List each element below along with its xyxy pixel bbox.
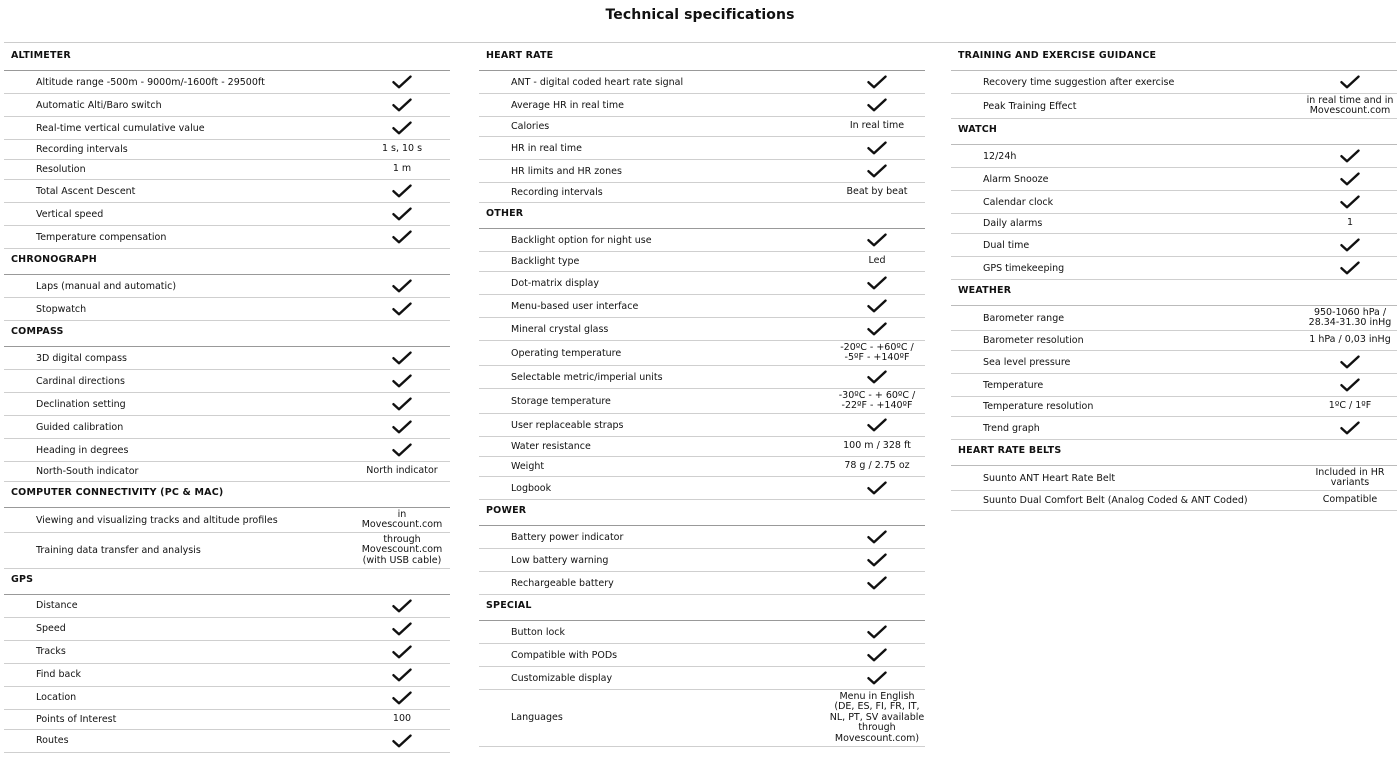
spec-label: Recording intervals: [511, 187, 603, 198]
spec-check: [352, 279, 452, 293]
spec-row: [479, 160, 925, 183]
spec-check: [352, 75, 452, 89]
spec-row: [951, 191, 1397, 214]
spec-check: [827, 322, 927, 336]
spec-row: [4, 508, 450, 533]
spec-label: Resolution: [36, 164, 86, 175]
spec-check: [827, 553, 927, 567]
section-heading-heart-rate-belts: HEART RATE BELTS: [951, 440, 1397, 466]
spec-check: [1305, 172, 1395, 186]
spec-label: Real-time vertical cumulative value: [36, 122, 205, 134]
spec-row: [4, 595, 450, 618]
spec-label: Button lock: [511, 626, 566, 638]
spec-row: [951, 351, 1397, 374]
checkmark-icon: [1340, 75, 1360, 89]
spec-label: Barometer range: [983, 312, 1065, 324]
spec-check: [827, 98, 927, 112]
spec-label: Menu-based user interface: [511, 300, 639, 312]
spec-value: Compatible: [1322, 494, 1378, 506]
spec-label: Find back: [36, 669, 82, 680]
checkmark-icon: [867, 322, 887, 336]
spec-value: Included in HR variants: [1315, 466, 1385, 488]
spec-label: Recording intervals: [36, 144, 128, 155]
spec-check: [352, 207, 452, 221]
spec-row: [4, 462, 450, 482]
spec-value: in real time and in Movescount.com: [1306, 94, 1394, 116]
spec-check: [827, 530, 927, 544]
spec-value: 1 m: [392, 163, 412, 175]
spec-label: Alarm Snooze: [983, 173, 1049, 185]
spec-row: [479, 549, 925, 572]
spec-label: Temperature resolution: [983, 401, 1094, 412]
spec-label: Storage temperature: [511, 395, 611, 407]
spec-label: Sea level pressure: [983, 356, 1071, 368]
spec-label: North-South indicator: [36, 466, 139, 477]
spec-row: [4, 298, 450, 321]
spec-check: [827, 671, 927, 685]
spec-label: Mineral crystal glass: [511, 323, 609, 335]
spec-label: Backlight type: [511, 256, 580, 267]
checkmark-icon: [392, 207, 412, 221]
spec-label: 3D digital compass: [36, 352, 127, 364]
spec-row: [4, 71, 450, 94]
spec-label: Guided calibration: [36, 421, 124, 433]
spec-check: [352, 98, 452, 112]
spec-row: [951, 71, 1397, 94]
spec-label: Speed: [36, 623, 66, 634]
spec-column-1: [4, 45, 450, 753]
spec-row: [479, 295, 925, 318]
spec-row: [951, 397, 1397, 417]
spec-label: Operating temperature: [511, 347, 622, 359]
spec-row: [479, 252, 925, 272]
spec-row: [4, 275, 450, 298]
checkmark-icon: [392, 443, 412, 457]
checkmark-icon: [1340, 238, 1360, 252]
spec-row: [479, 644, 925, 667]
spec-label: Water resistance: [511, 441, 591, 452]
spec-check: [1305, 195, 1395, 209]
spec-row: [479, 229, 925, 252]
checkmark-icon: [867, 576, 887, 590]
spec-check: [352, 734, 452, 748]
spec-label: Barometer resolution: [983, 335, 1084, 346]
checkmark-icon: [392, 668, 412, 682]
spec-label: Languages: [511, 712, 563, 724]
spec-row: [479, 117, 925, 137]
spec-row: [951, 306, 1397, 331]
checkmark-icon: [867, 164, 887, 178]
spec-label: Heading in degrees: [36, 444, 129, 456]
checkmark-icon: [867, 98, 887, 112]
checkmark-icon: [392, 397, 412, 411]
spec-row: [479, 389, 925, 414]
spec-row: [4, 416, 450, 439]
spec-check: [827, 141, 927, 155]
spec-check: [827, 233, 927, 247]
spec-row: [951, 94, 1397, 119]
section-heading-weather: WEATHER: [951, 280, 1397, 306]
checkmark-icon: [392, 734, 412, 748]
spec-column-2: [479, 45, 925, 747]
spec-check: [352, 443, 452, 457]
spec-row: [951, 491, 1397, 511]
spec-column-3: [951, 45, 1397, 511]
spec-check: [352, 668, 452, 682]
spec-check: [827, 625, 927, 639]
spec-value: 100: [392, 712, 412, 724]
checkmark-icon: [867, 233, 887, 247]
spec-label: Total Ascent Descent: [36, 185, 136, 197]
spec-label: Temperature: [983, 379, 1044, 391]
spec-row: [479, 318, 925, 341]
spec-check: [1305, 149, 1395, 163]
section-heading-power: POWER: [479, 500, 925, 526]
spec-label: Compatible with PODs: [511, 649, 618, 661]
spec-row: [4, 117, 450, 140]
spec-row: [4, 641, 450, 664]
section-heading-altimeter: ALTIMETER: [4, 45, 450, 71]
checkmark-icon: [867, 530, 887, 544]
spec-check: [827, 276, 927, 290]
spec-value: 1: [1346, 217, 1354, 229]
spec-value: Led: [868, 255, 886, 267]
spec-label: Dot-matrix display: [511, 277, 600, 289]
checkmark-icon: [392, 184, 412, 198]
checkmark-icon: [392, 121, 412, 135]
spec-label: Viewing and visualizing tracks and altitude profiles: [36, 514, 278, 526]
spec-check: [827, 418, 927, 432]
section-heading-heart-rate: HEART RATE: [479, 45, 925, 71]
spec-check: [1305, 355, 1395, 369]
spec-check: [352, 230, 452, 244]
checkmark-icon: [867, 553, 887, 567]
spec-row: [4, 94, 450, 117]
spec-label: Tracks: [36, 646, 66, 657]
spec-check: [827, 164, 927, 178]
checkmark-icon: [867, 141, 887, 155]
section-heading-training-and-exercise-guidance: TRAINING AND EXERCISE GUIDANCE: [951, 45, 1397, 71]
spec-row: [951, 234, 1397, 257]
checkmark-icon: [867, 418, 887, 432]
spec-check: [827, 299, 927, 313]
spec-label: User replaceable straps: [511, 419, 624, 431]
spec-label: Daily alarms: [983, 218, 1043, 229]
spec-label: Weight: [511, 461, 545, 472]
checkmark-icon: [392, 645, 412, 659]
spec-row: [479, 341, 925, 366]
spec-check: [1305, 261, 1395, 275]
spec-row: [479, 71, 925, 94]
spec-value: Menu in English (DE, ES, FI, FR, IT, NL, PT, SV available through Movescount.com): [829, 690, 925, 744]
spec-check: [352, 121, 452, 135]
spec-row: [951, 417, 1397, 440]
checkmark-icon: [1340, 261, 1360, 275]
checkmark-icon: [867, 671, 887, 685]
checkmark-icon: [392, 599, 412, 613]
checkmark-icon: [867, 370, 887, 384]
spec-label: Trend graph: [983, 422, 1040, 434]
spec-value: -20ºC - +60ºC / -5ºF - +140ºF: [840, 341, 914, 363]
spec-check: [827, 648, 927, 662]
checkmark-icon: [392, 230, 412, 244]
spec-check: [1305, 378, 1395, 392]
checkmark-icon: [392, 374, 412, 388]
spec-row: [951, 168, 1397, 191]
spec-label: ANT - digital coded heart rate signal: [511, 76, 684, 88]
spec-row: [4, 180, 450, 203]
section-heading-compass: COMPASS: [4, 321, 450, 347]
spec-label: Suunto ANT Heart Rate Belt: [983, 472, 1116, 484]
spec-row: [4, 347, 450, 370]
checkmark-icon: [867, 481, 887, 495]
spec-label: Rechargeable battery: [511, 577, 614, 589]
spec-label: Battery power indicator: [511, 531, 624, 543]
spec-check: [827, 75, 927, 89]
spec-row: [479, 572, 925, 595]
checkmark-icon: [1340, 421, 1360, 435]
spec-row: [4, 687, 450, 710]
spec-label: Backlight option for night use: [511, 234, 652, 246]
spec-label: HR in real time: [511, 142, 582, 154]
spec-label: Vertical speed: [36, 208, 104, 220]
spec-check: [352, 374, 452, 388]
spec-value: North indicator: [366, 465, 438, 477]
checkmark-icon: [867, 75, 887, 89]
spec-label: Customizable display: [511, 672, 613, 684]
spec-label: Recovery time suggestion after exercise: [983, 76, 1175, 88]
checkmark-icon: [392, 98, 412, 112]
spec-check: [827, 576, 927, 590]
spec-check: [827, 370, 927, 384]
spec-label: Cardinal directions: [36, 375, 125, 387]
spec-row: [4, 393, 450, 416]
checkmark-icon: [867, 299, 887, 313]
checkmark-icon: [867, 625, 887, 639]
spec-label: Calories: [511, 121, 550, 132]
checkmark-icon: [392, 75, 412, 89]
spec-label: Training data transfer and analysis: [36, 544, 201, 556]
spec-row: [4, 730, 450, 753]
spec-label: Peak Training Effect: [983, 100, 1077, 112]
spec-label: Altitude range -500m - 9000m/-1600ft - 29500ft: [36, 76, 265, 88]
spec-row: [479, 414, 925, 437]
checkmark-icon: [1340, 172, 1360, 186]
spec-label: Low battery warning: [511, 554, 609, 566]
spec-label: Calendar clock: [983, 196, 1054, 208]
spec-label: Laps (manual and automatic): [36, 280, 177, 292]
spec-row: [4, 439, 450, 462]
spec-label: Automatic Alti/Baro switch: [36, 99, 162, 111]
spec-row: [4, 160, 450, 180]
spec-label: Dual time: [983, 239, 1030, 251]
spec-label: Points of Interest: [36, 713, 117, 725]
spec-value: 1 hPa / 0,03 inHg: [1309, 334, 1391, 346]
spec-value: 1 s, 10 s: [381, 143, 423, 155]
spec-label: Selectable metric/imperial units: [511, 371, 663, 383]
title-divider: [4, 42, 1396, 43]
spec-label: Logbook: [511, 482, 552, 494]
checkmark-icon: [867, 648, 887, 662]
checkmark-icon: [392, 691, 412, 705]
spec-label: Temperature compensation: [36, 231, 167, 243]
spec-label: GPS timekeeping: [983, 262, 1065, 274]
spec-row: [479, 477, 925, 500]
spec-row: [951, 466, 1397, 491]
spec-label: Distance: [36, 600, 78, 611]
spec-value: Beat by beat: [846, 186, 908, 198]
spec-row: [951, 214, 1397, 234]
spec-check: [352, 622, 452, 636]
spec-value: 1ºC / 1ºF: [1328, 400, 1372, 412]
spec-row: [4, 140, 450, 160]
spec-label: Routes: [36, 735, 69, 746]
spec-check: [1305, 75, 1395, 89]
spec-check: [352, 397, 452, 411]
spec-label: HR limits and HR zones: [511, 165, 622, 177]
spec-row: [479, 94, 925, 117]
spec-check: [352, 645, 452, 659]
section-heading-other: OTHER: [479, 203, 925, 229]
spec-check: [352, 599, 452, 613]
spec-row: [951, 257, 1397, 280]
checkmark-icon: [392, 351, 412, 365]
spec-row: [479, 437, 925, 457]
spec-row: [479, 272, 925, 295]
spec-row: [4, 533, 450, 569]
checkmark-icon: [392, 420, 412, 434]
spec-check: [1305, 421, 1395, 435]
spec-row: [4, 226, 450, 249]
spec-row: [4, 618, 450, 641]
checkmark-icon: [392, 302, 412, 316]
spec-row: [4, 370, 450, 393]
spec-value: 100 m / 328 ft: [843, 440, 911, 452]
spec-label: 12/24h: [983, 150, 1017, 162]
spec-check: [827, 481, 927, 495]
spec-check: [352, 184, 452, 198]
spec-row: [479, 667, 925, 690]
checkmark-icon: [1340, 195, 1360, 209]
spec-row: [951, 145, 1397, 168]
spec-check: [352, 691, 452, 705]
spec-value: 950-1060 hPa / 28.34-31.30 inHg: [1308, 306, 1392, 328]
page-title: Technical specifications: [605, 7, 795, 23]
spec-row: [479, 621, 925, 644]
spec-check: [352, 351, 452, 365]
spec-row: [4, 710, 450, 730]
spec-label: Declination setting: [36, 398, 126, 410]
spec-label: Location: [36, 692, 77, 703]
spec-row: [4, 664, 450, 687]
spec-value: In real time: [849, 120, 905, 132]
spec-value: through Movescount.com (with USB cable): [361, 533, 443, 566]
spec-row: [951, 374, 1397, 397]
spec-value: 78 g / 2.75 oz: [844, 460, 910, 472]
spec-row: [479, 137, 925, 160]
spec-row: [479, 457, 925, 477]
spec-check: [1305, 238, 1395, 252]
spec-row: [479, 690, 925, 747]
checkmark-icon: [1340, 149, 1360, 163]
checkmark-icon: [392, 622, 412, 636]
spec-row: [479, 526, 925, 549]
spec-check: [352, 420, 452, 434]
spec-value: in Movescount.com: [361, 508, 443, 530]
spec-row: [4, 203, 450, 226]
checkmark-icon: [1340, 355, 1360, 369]
spec-check: [352, 302, 452, 316]
section-heading-computer-connectivity-pc-mac: COMPUTER CONNECTIVITY (PC & MAC): [4, 482, 450, 508]
checkmark-icon: [867, 276, 887, 290]
section-heading-chronograph: CHRONOGRAPH: [4, 249, 450, 275]
section-heading-gps: GPS: [4, 569, 450, 595]
spec-row: [479, 183, 925, 203]
section-heading-watch: WATCH: [951, 119, 1397, 145]
checkmark-icon: [392, 279, 412, 293]
spec-label: Stopwatch: [36, 303, 87, 315]
spec-row: [951, 331, 1397, 351]
section-heading-special: SPECIAL: [479, 595, 925, 621]
spec-label: Average HR in real time: [511, 99, 624, 111]
spec-row: [479, 366, 925, 389]
spec-label: Suunto Dual Comfort Belt (Analog Coded & ANT Coded): [983, 495, 1248, 506]
spec-value: -30ºC - + 60ºC / -22ºF - +140ºF: [838, 389, 916, 411]
checkmark-icon: [1340, 378, 1360, 392]
